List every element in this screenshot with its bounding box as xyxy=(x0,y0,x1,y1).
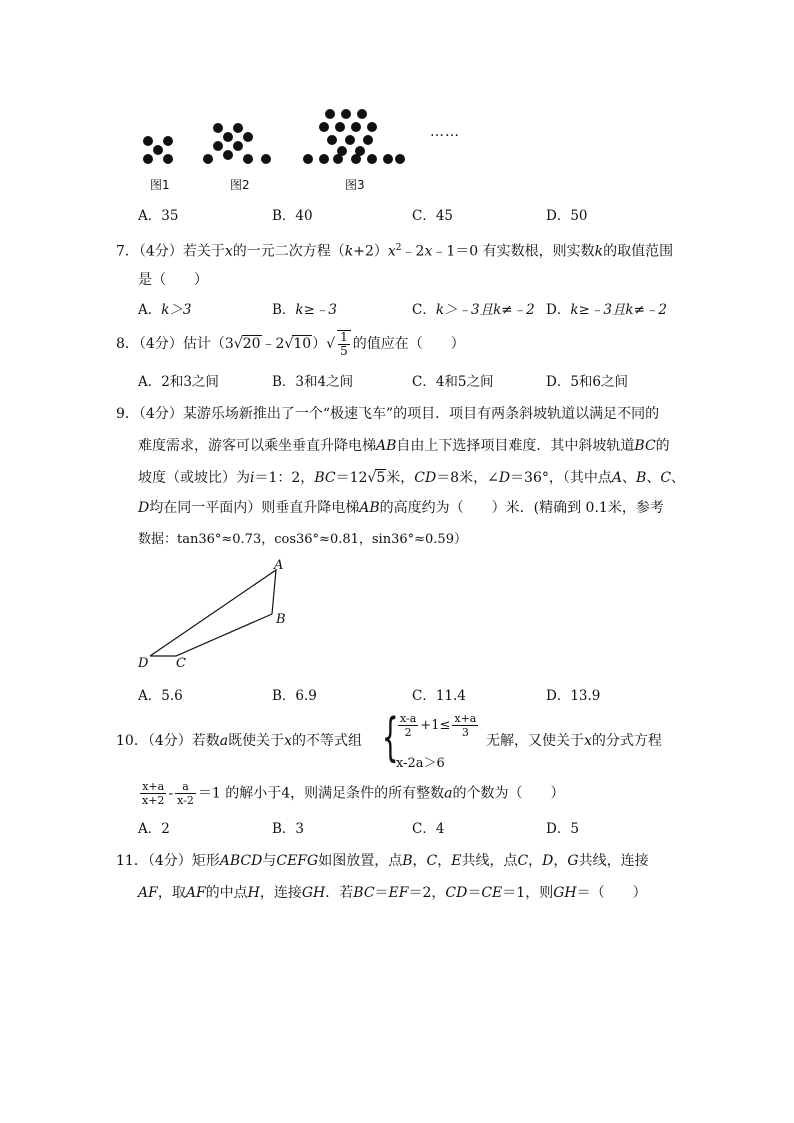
q9-label-c: C xyxy=(176,656,186,671)
q9-stem-line5: 数据：tan36°≈0.73，cos36°≈0.81，sin36°≈0.59） xyxy=(138,532,467,547)
q11-stem-line2: AF，取AF的中点H，连接GH．若BC＝EF＝2，CD＝CE＝1，则GH＝（ ） xyxy=(138,885,647,901)
q10-option-c: C．4 xyxy=(412,821,445,837)
q9-label-a: A xyxy=(274,558,284,573)
q10-brace: { xyxy=(382,708,399,768)
q10-stem-line1-tail: 无解，又使关于x的分式方程 xyxy=(486,733,662,749)
q10-option-d: D．5 xyxy=(546,821,579,837)
q9-label-b: B xyxy=(276,612,286,627)
q7-option-d: D．k≥﹣3且k≠﹣2 xyxy=(546,302,668,318)
q9-label-d: D xyxy=(138,656,149,671)
q9-option-d: D．13.9 xyxy=(546,688,601,704)
q8-stem: 8．（4分）估计（3√20﹣2√10）√ $\frac{1}{5}$ 的值应在（ ） xyxy=(116,330,465,358)
q10-option-b: B．3 xyxy=(272,821,305,837)
q7-option-a: A．k＞3 xyxy=(138,302,192,318)
q10-option-a: A．2 xyxy=(138,821,170,837)
figure-caption-1: 图1 xyxy=(150,178,170,192)
q10-inequality-2: x-2a＞6 xyxy=(396,756,445,771)
figure-3-dots xyxy=(303,109,405,164)
q9-stem-line4: D均在同一平面内）则垂直升降电梯AB的高度约为（ ）米．(精确到 0.1米，参考 xyxy=(138,500,664,516)
figure-2-dots xyxy=(203,123,271,164)
q9-option-a: A．5.6 xyxy=(138,688,183,704)
q8-option-b: B．3和4之间 xyxy=(272,374,354,390)
q9-slope-diagram xyxy=(130,556,300,676)
q6-option-b: B．40 xyxy=(272,208,313,224)
q10-stem-line1-lead: 10．（4分）若数a既使关于x的不等式组 xyxy=(116,733,363,749)
q10-inequality-1: $\frac{x-a}{2}$ +1≤ $\frac{x+a}{3}$ xyxy=(400,712,477,739)
q6-option-a: A．35 xyxy=(138,208,179,224)
ellipsis: …… xyxy=(430,124,460,140)
q7-stem-line1: 7．（4分）若关于x的一元二次方程$(k+2)x^2﹣2x﹣1=0$ 有实数根，则实数k的取值范围 xyxy=(116,243,674,260)
q8-option-a: A．2和3之间 xyxy=(138,374,219,390)
q8-option-c: C．4和5之间 xyxy=(412,374,494,390)
q10-stem-line2: $\frac{x+a}{x+2}$ - $\frac{a}{x-2}$ ＝1 的解小于4，则满足条件的所有整数a的个数为（ ） xyxy=(142,780,565,807)
q7-stem-line2: 是（ ） xyxy=(138,272,208,288)
q6-option-c: C．45 xyxy=(412,208,454,224)
q7-option-b: B．k≥﹣3 xyxy=(272,302,338,318)
q9-option-c: C．11.4 xyxy=(412,688,466,704)
q8-option-d: D．5和6之间 xyxy=(546,374,629,390)
q7-option-c: C．k＞﹣3且k≠﹣2 xyxy=(412,302,535,318)
q9-stem-line3: 坡度（或坡比）为i＝1：2，BC＝12√5米，CD＝8米，∠D＝36°，（其中点A、B、C、 xyxy=(138,470,686,486)
figure-caption-3: 图3 xyxy=(345,178,365,192)
q9-stem-line2: 难度需求，游客可以乘坐垂直升降电梯AB自由上下选择项目难度．其中斜坡轨道BC的 xyxy=(138,438,670,454)
q11-stem-line1: 11．（4分）矩形ABCD与CEFG如图放置，点B，C，E共线，点C，D，G共线，连接 xyxy=(116,853,649,869)
q9-stem-line1: 9．（4分）某游乐场新推出了一个“极速飞车”的项目．项目有两条斜坡轨道以满足不同的 xyxy=(116,406,660,422)
q6-option-d: D．50 xyxy=(546,208,588,224)
q9-option-b: B．6.9 xyxy=(272,688,317,704)
figure-caption-2: 图2 xyxy=(230,178,250,192)
figure-1-dots xyxy=(143,136,173,164)
